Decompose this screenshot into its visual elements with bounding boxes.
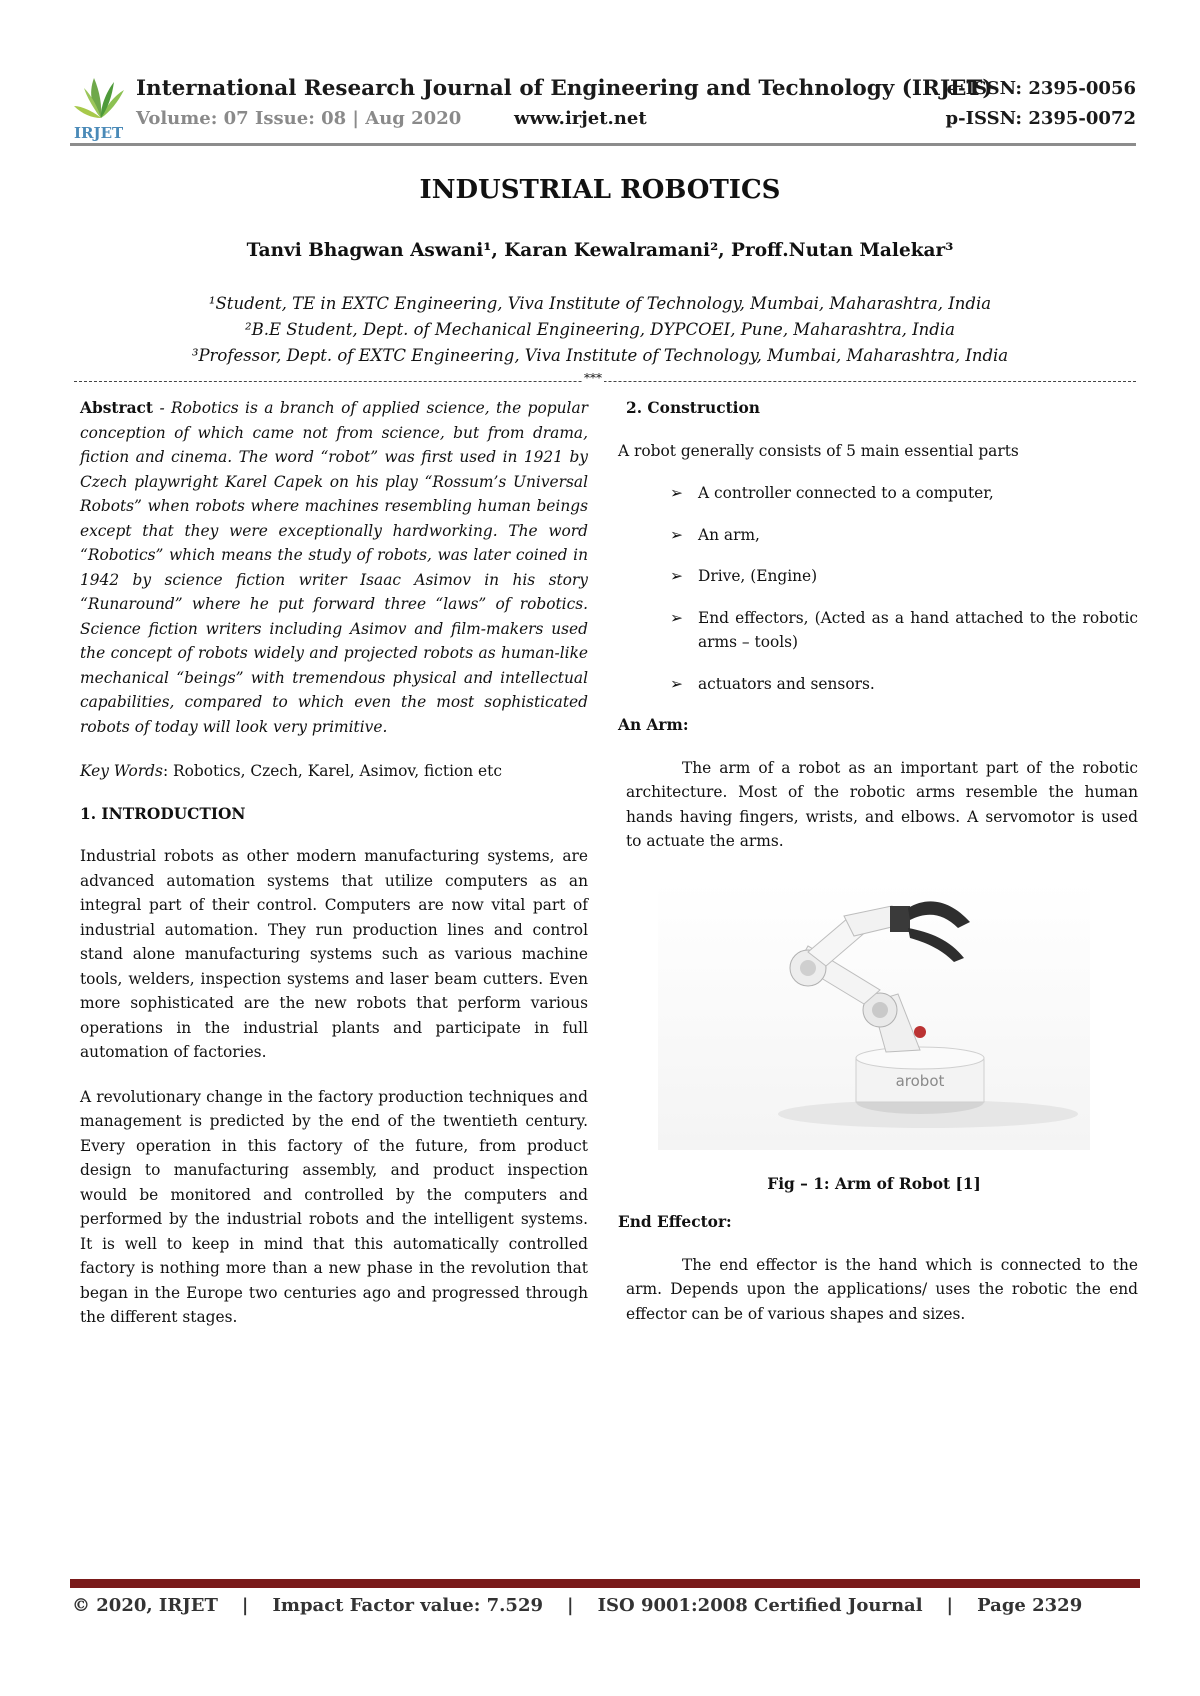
list-item-text: End effectors, (Acted as a hand attached to the robotic arms – tools)	[698, 608, 1138, 651]
list-item-text: actuators and sensors.	[698, 674, 875, 693]
section-separator	[74, 373, 1136, 385]
list-item-text: A controller connected to a computer,	[698, 484, 994, 502]
affiliation-3: ³Professor, Dept. of EXTC Engineering, Viva Institute of Technology, Mumbai, Maharashtra, India	[191, 346, 1009, 365]
irjet-logo	[70, 72, 132, 142]
arrow-bullet-icon: ➢	[670, 525, 683, 544]
footer-separator: |	[567, 1595, 574, 1616]
list-item-text: An arm,	[698, 525, 760, 544]
right-column	[618, 396, 1138, 1326]
list-item	[618, 606, 1138, 655]
author-list: Tanvi Bhagwan Aswani¹, Karan Kewalramani², Proff.Nutan Malekar³	[246, 240, 954, 261]
construction-heading: 2. Construction	[626, 399, 760, 417]
header-divider	[70, 143, 1136, 146]
journal-title: International Research Journal of Engineering and Technology (IRJET)	[136, 76, 993, 101]
logo-text: IRJET	[74, 124, 124, 142]
end-effector-paragraph: The end effector is the hand which is connected to the arm. Depends upon the applications/ uses the robotic the end effector can be of various shapes and sizes.	[626, 1255, 1138, 1323]
arm-paragraph: The arm of a robot as an important part of the robotic architecture. Most of the robotic arms resemble the human hands having fingers, wrists, and elbows. A servomotor is used to actuate the arms.	[626, 758, 1138, 850]
journal-header	[70, 72, 1136, 142]
p-issn: p-ISSN: 2395-0072	[945, 108, 1136, 129]
introduction-paragraph-2: A revolutionary change in the factory production techniques and management is predicted by the end of the twentieth century. Every operation in this factory of the future, from product design to manufacturing assembly, and product inspection would be monitored and controlled by the computers and performed by the industrial robots and the intelligent systems. It is well to keep in mind that this automatically controlled factory is nothing more than a new phase in the revolution that began in the Europe two centuries ago and progressed through the different stages.	[80, 1087, 588, 1326]
end-effector-heading: End Effector:	[618, 1213, 732, 1231]
volume-issue: Volume: 07 Issue: 08 | Aug 2020	[136, 108, 462, 129]
e-issn: e-ISSN: 2395-0056	[946, 78, 1136, 99]
robot-arm-figure	[658, 882, 1090, 1150]
list-item	[618, 564, 1138, 589]
list-item	[618, 481, 1138, 506]
affiliation-1: ¹Student, TE in EXTC Engineering, Viva Institute of Technology, Mumbai, Maharashtra, India	[208, 294, 992, 313]
dashed-line	[74, 381, 1136, 382]
footer-separator: |	[946, 1595, 954, 1616]
arrow-bullet-icon: ➢	[670, 608, 683, 627]
left-column	[80, 396, 588, 1350]
robot-arm-illustration	[658, 882, 1090, 1150]
affiliation-2: ²B.E Student, Dept. of Mechanical Engineering, DYPCOEI, Pune, Maharashtra, India	[245, 320, 955, 339]
base-label: arobot	[895, 1071, 945, 1090]
robot-parts-list	[618, 481, 1138, 696]
footer-separator: |	[241, 1595, 249, 1616]
list-item	[618, 672, 1138, 697]
page-footer	[72, 1595, 1138, 1616]
keywords-label: Key Words	[80, 762, 163, 780]
separator-stars: ***	[584, 371, 602, 385]
keywords	[80, 759, 588, 784]
footer-impact-factor: Impact Factor value: 7.529	[272, 1595, 544, 1616]
construction-intro: A robot generally consists of 5 main essential parts	[618, 441, 1019, 460]
arrow-bullet-icon: ➢	[670, 674, 683, 693]
arrow-bullet-icon: ➢	[670, 567, 683, 585]
arm-heading: An Arm:	[618, 716, 689, 734]
introduction-heading: 1. INTRODUCTION	[80, 804, 246, 823]
list-item	[618, 523, 1138, 548]
abstract-label: Abstract	[80, 399, 154, 417]
keywords-text: : Robotics, Czech, Karel, Asimov, fiction etc	[162, 762, 502, 780]
figure-caption: Fig – 1: Arm of Robot [1]	[767, 1174, 981, 1193]
journal-website-link[interactable]: www.irjet.net	[514, 108, 647, 129]
arrow-bullet-icon: ➢	[670, 484, 683, 502]
footer-page-number: Page 2329	[977, 1595, 1083, 1616]
abstract-text: - Robotics is a branch of applied science, the popular conception of which came not from science, but from drama, fiction and cinema. The word “robot” was first used in 1921 by Czech playwright Karel Capek on his play “Rossum’s Universal Robots” when robots where machines resembling human beings except that they were exceptionally hardworking. The word “Robotics” which means the study of robots, was later coined in 1942 by science fiction writer Isaac Asimov in his story “Runaround” where he put forward three “laws” of robotics. Science fiction writers including Asimov and film-makers used the concept of robots widely and projected robots as human-like mechanical “beings” with tremendous physical and intellectual capabilities, compared to which even the most sophisticated robots of today will look very primitive.	[80, 399, 588, 736]
abstract	[80, 396, 588, 739]
introduction-paragraph-1: Industrial robots as other modern manufacturing systems, are advanced automation systems that utilize computers as an integral part of their control. Computers are now vital part of industrial automation. They run production lines and control stand alone manufacturing systems such as various machine tools, welders, inspection systems and laser beam cutters. Even more sophisticated are the new robots that perform various operations in the industrial plants and participate in full automation of factories.	[80, 847, 588, 1061]
paper-title: INDUSTRIAL ROBOTICS	[419, 175, 781, 205]
list-item-text: Drive, (Engine)	[698, 567, 818, 585]
footer-iso: ISO 9001:2008 Certified Journal	[597, 1595, 923, 1616]
footer-copyright: © 2020, IRJET	[72, 1595, 218, 1616]
footer-divider	[70, 1579, 1140, 1588]
